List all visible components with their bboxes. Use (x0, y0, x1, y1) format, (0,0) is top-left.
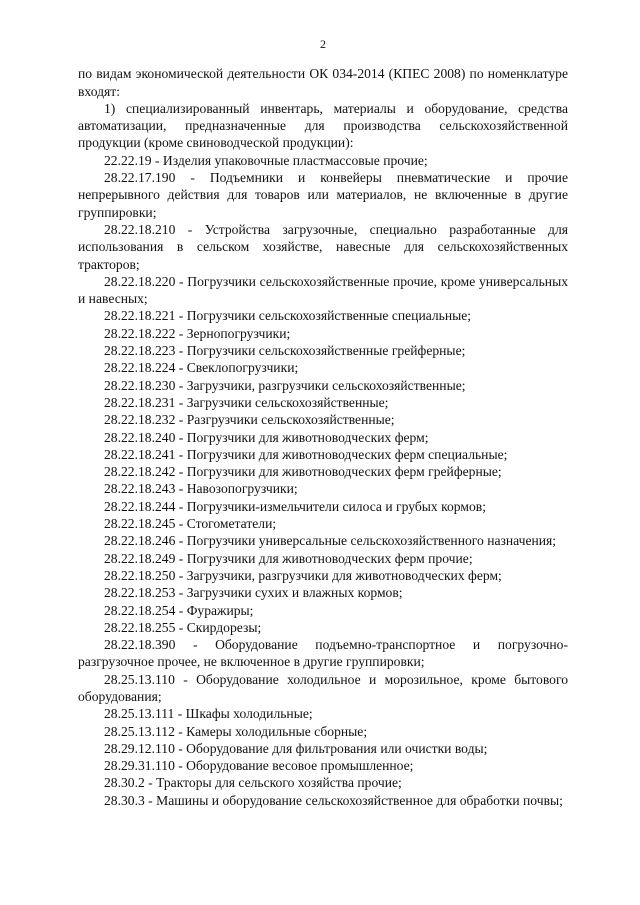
document-paragraph: 28.29.31.110 - Оборудование весовое промышленное; (104, 758, 414, 774)
document-paragraph: 28.22.18.230 - Загрузчики, разгрузчики сельскохозяйственные; (104, 377, 466, 393)
document-paragraph: 28.30.2 - Тракторы для сельского хозяйства прочие; (104, 775, 402, 791)
document-paragraph: 28.22.18.231 - Загрузчики сельскохозяйственные; (104, 394, 389, 410)
document-paragraph: 28.22.18.222 - Зернопогрузчики; (104, 325, 291, 341)
document-paragraph: 28.25.13.112 - Камеры холодильные сборные; (104, 723, 368, 739)
document-paragraph: 28.25.13.110 - Оборудование холодильное и морозильное, кроме бытового оборудования; (78, 671, 568, 704)
document-paragraph: 28.22.18.240 - Погрузчики для животноводческих ферм; (104, 429, 429, 445)
document-paragraph: 28.22.18.223 - Погрузчики сельскохозяйственные грейферные; (104, 343, 466, 359)
document-paragraph: 28.22.18.243 - Навозопогрузчики; (104, 481, 298, 497)
document-paragraph: 28.22.18.242 - Погрузчики для животноводческих ферм грейферные; (104, 464, 502, 480)
document-paragraph: 28.22.18.254 - Фуражиры; (104, 602, 254, 618)
page-number: 2 (320, 37, 326, 51)
document-paragraph: 28.29.12.110 - Оборудование для фильтрования или очистки воды; (104, 740, 488, 756)
document-paragraph: 28.22.18.255 - Скирдорезы; (104, 619, 262, 635)
document-paragraph: 28.22.18.253 - Загрузчики сухих и влажных кормов; (104, 585, 403, 601)
document-paragraph: 28.30.3 - Машины и оборудование сельскохозяйственное для обработки почвы; (104, 792, 563, 808)
document-paragraph: 28.22.18.220 - Погрузчики сельскохозяйственные прочие, кроме универсальных и навесных; (78, 273, 568, 307)
document-paragraph: 1) специализированный инвентарь, материалы и оборудование, средства автоматизации, предназначенные для производства сельскохозяйственной продукции (кроме свиноводческой продукции): (78, 100, 568, 151)
document-paragraph: 28.22.18.224 - Свеклопогрузчики; (104, 360, 299, 376)
document-paragraph: 28.22.18.246 - Погрузчики универсальные сельскохозяйственного назначения; (104, 533, 557, 549)
document-paragraph: 28.22.18.250 - Загрузчики, разгрузчики для животноводческих ферм; (104, 567, 502, 583)
document-paragraph: 28.22.17.190 - Подъемники и конвейеры пневматические и прочие непрерывного действия для товаров или материалов, не включенные в другие группировки; (78, 170, 568, 220)
document-paragraph: по видам экономической деятельности ОК 034-2014 (КПЕС 2008) по номенклатуре входят: (78, 66, 568, 99)
document-paragraph: 28.22.18.210 - Устройства загрузочные, специально разработанные для использования в сельском хозяйстве, навесные для сельскохозяйственных тракторов; (78, 221, 568, 272)
document-paragraph: 28.22.18.390 - Оборудование подъемно-транспортное и погрузочно-разгрузочное прочее, не включенное в другие группировки; (78, 637, 568, 670)
document-paragraph: 28.22.18.249 - Погрузчики для животноводческих ферм прочие; (104, 550, 473, 566)
document-page (78, 36, 568, 809)
document-paragraph: 28.22.18.245 - Стогометатели; (104, 516, 277, 532)
document-paragraph: 28.22.18.241 - Погрузчики для животноводческих ферм специальные; (104, 446, 508, 462)
document-paragraph: 28.22.18.232 - Разгрузчики сельскохозяйственные; (104, 412, 395, 428)
document-paragraph: 28.22.18.221 - Погрузчики сельскохозяйственные специальные; (104, 308, 472, 324)
document-body (78, 65, 568, 809)
document-paragraph: 28.25.13.111 - Шкафы холодильные; (104, 706, 313, 722)
document-paragraph: 22.22.19 - Изделия упаковочные пластмассовые прочие; (104, 152, 428, 168)
document-paragraph: 28.22.18.244 - Погрузчики-измельчители силоса и грубых кормов; (104, 498, 486, 514)
